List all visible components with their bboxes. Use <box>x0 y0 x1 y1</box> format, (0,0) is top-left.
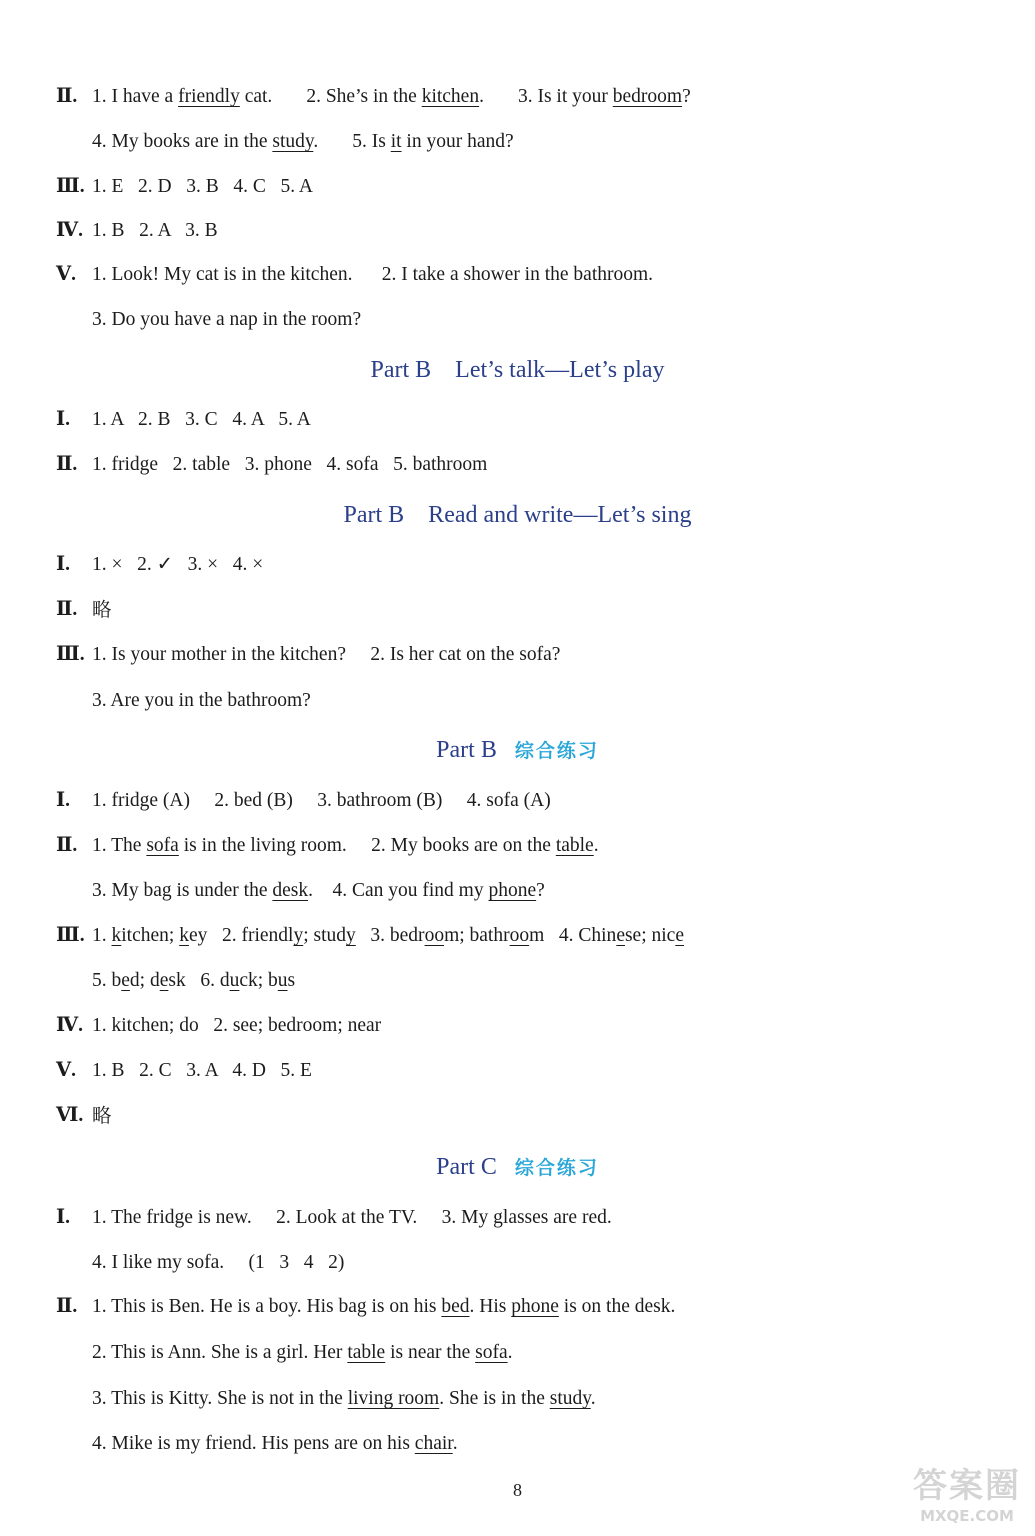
answer-line: 1. This is Ben. He is a boy. His bag is on his bed. His phone is on the desk. <box>92 1296 676 1317</box>
answer-line: 1. kitchen; do 2. see; bedroom; near <box>92 1015 382 1036</box>
answer-line: 略 <box>92 1104 112 1127</box>
question-number: Ⅲ. <box>56 176 85 197</box>
question-number: Ⅳ. <box>56 1015 84 1036</box>
answer-line: 1. The sofa is in the living room. 2. My books are on the table. <box>92 835 599 856</box>
section-heading: Part B Let’s talk—Let’s play <box>370 357 665 383</box>
question-number: Ⅴ. <box>56 1060 77 1081</box>
answer-line: 3. Are you in the bathroom? <box>92 690 311 711</box>
answer-line: 3. This is Kitty. She is not in the living room. She is in the study. <box>92 1388 596 1409</box>
answer-line: 1. The fridge is new. 2. Look at the TV. 3. My glasses are red. <box>92 1207 612 1228</box>
answer-line: 4. My books are in the study. 5. Is it in your hand? <box>92 131 514 152</box>
answer-line: 1. I have a friendly cat. 2. She’s in the kitchen. 3. Is it your bedroom? <box>92 86 691 107</box>
underlined-word: desk <box>272 880 309 901</box>
question-number: Ⅲ. <box>56 925 85 946</box>
answer-line: 3. Do you have a nap in the room? <box>92 309 362 330</box>
underlined-word: friendly <box>178 86 240 107</box>
answer-line: 1. A 2. B 3. C 4. A 5. A <box>92 409 311 430</box>
answer-line: 1. fridge (A) 2. bed (B) 3. bathroom (B) 4. sofa (A) <box>92 790 551 811</box>
page-number: 8 <box>513 1480 522 1500</box>
section-heading: Part B Read and write—Let’s sing <box>343 502 692 528</box>
answer-line: 1. Look! My cat is in the kitchen. 2. I take a shower in the bathroom. <box>92 264 654 285</box>
watermark-logo: 答案圈 MXQE.COM <box>913 1466 1021 1525</box>
question-number: Ⅴ. <box>56 264 77 285</box>
answer-line: 4. I like my sofa. (1 3 4 2) <box>92 1252 345 1273</box>
question-number: Ⅱ. <box>56 599 78 620</box>
underlined-word: kitchen <box>421 86 480 107</box>
underlined-word: phone <box>488 880 537 901</box>
underlined-word: table <box>555 835 594 856</box>
underlined-word: chair <box>414 1433 453 1454</box>
question-number: Ⅰ. <box>56 1207 70 1228</box>
question-number: Ⅰ. <box>56 790 70 811</box>
answer-line: 3. My bag is under the desk. 4. Can you find my phone? <box>92 880 545 901</box>
underlined-word: study <box>549 1388 591 1409</box>
section-heading: Part C 综合练习 <box>436 1154 599 1180</box>
question-number: Ⅱ. <box>56 835 78 856</box>
underlined-word: phone <box>511 1296 559 1317</box>
answer-line: 略 <box>92 598 112 621</box>
underlined-word: living room <box>347 1388 440 1409</box>
answer-line: 1. fridge 2. table 3. phone 4. sofa 5. bathroom <box>92 454 488 475</box>
answer-line: 1. B 2. C 3. A 4. D 5. E <box>92 1060 312 1081</box>
question-number: Ⅳ. <box>56 220 84 241</box>
question-number: Ⅱ. <box>56 454 78 475</box>
underlined-word: study <box>272 131 314 152</box>
underlined-word: it <box>390 131 402 152</box>
question-number: Ⅱ. <box>56 86 78 107</box>
underlined-word: bedroom <box>612 86 683 107</box>
answer-line: 4. Mike is my friend. His pens are on his chair. <box>92 1433 458 1454</box>
question-number: Ⅱ. <box>56 1296 78 1317</box>
section-heading: Part B 综合练习 <box>436 737 599 763</box>
answer-line: 1. kitchen; key 2. friendly; study 3. bedroom; bathroom 4. Chinese; nice <box>92 925 684 946</box>
underlined-word: bed <box>441 1296 470 1317</box>
underlined-word: sofa <box>146 835 179 856</box>
underlined-word: sofa <box>475 1342 508 1363</box>
question-number: Ⅰ. <box>56 409 70 430</box>
answer-line: 1. B 2. A 3. B <box>92 220 218 241</box>
question-number: Ⅵ. <box>56 1105 84 1126</box>
answer-line: 1. Is your mother in the kitchen? 2. Is her cat on the sofa? <box>92 644 561 665</box>
answer-line: 2. This is Ann. She is a girl. Her table is near the sofa. <box>92 1342 513 1363</box>
underlined-word: table <box>347 1342 386 1363</box>
question-number: Ⅲ. <box>56 644 85 665</box>
question-number: Ⅰ. <box>56 554 70 575</box>
answer-line: 1. × 2. ✓ 3. × 4. × <box>92 554 264 575</box>
answer-line: 5. bed; desk 6. duck; bus <box>92 970 296 991</box>
answer-line: 1. E 2. D 3. B 4. C 5. A <box>92 176 314 197</box>
